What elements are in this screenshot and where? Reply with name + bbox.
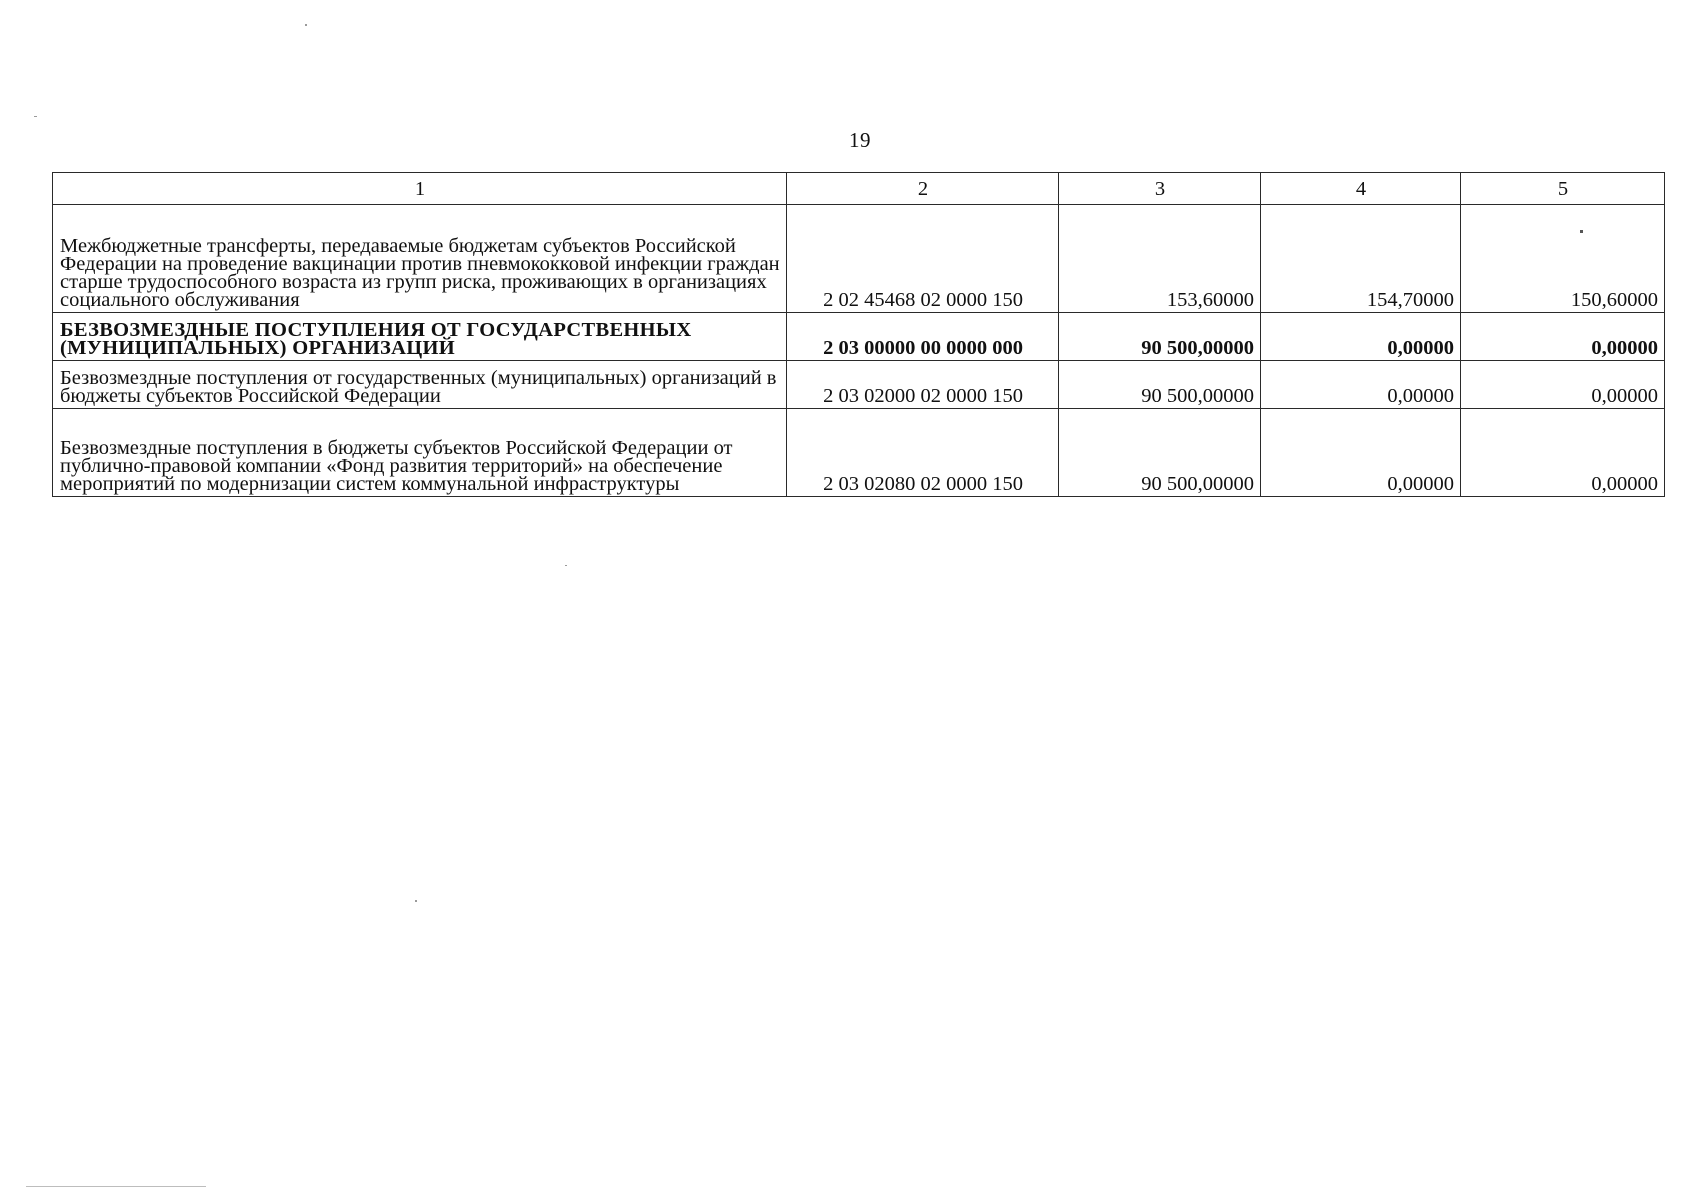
table-row: [53, 361, 1665, 409]
column-number-header-row: [53, 173, 1665, 205]
row-value-col4: 0,00000: [1261, 361, 1461, 409]
column-header-5: 5: [1461, 173, 1665, 205]
page-number: 19: [849, 128, 871, 152]
row-value-col4: 0,00000: [1261, 313, 1461, 361]
row-code: 2 03 00000 00 0000 000: [787, 313, 1059, 361]
row-value-col3: 90 500,00000: [1059, 361, 1261, 409]
row-value-col5: 150,60000: [1461, 205, 1665, 313]
table-row: [53, 205, 1665, 313]
column-header-2: 2: [787, 173, 1059, 205]
row-code: 2 03 02000 02 0000 150: [787, 361, 1059, 409]
row-name: Межбюджетные трансферты, передаваемые бюджетам субъектов Российской Федерации на проведение вакцинации против пневмококковой инфекции граждан старше трудоспособного возраста из групп риска, проживающих в организациях социального обслуживания: [53, 205, 787, 313]
column-header-1: 1: [53, 173, 787, 205]
column-header-4: 4: [1261, 173, 1461, 205]
scan-speck: [1580, 230, 1583, 233]
row-name: Безвозмездные поступления от государственных (муниципальных) организаций в бюджеты субъектов Российской Федерации: [53, 361, 787, 409]
row-value-col4: 154,70000: [1261, 205, 1461, 313]
scan-speck: [415, 900, 417, 902]
scan-speck: [305, 24, 307, 26]
row-value-col4: 0,00000: [1261, 409, 1461, 497]
row-name: Безвозмездные поступления в бюджеты субъектов Российской Федерации от публично-правовой компании «Фонд развития территорий» на обеспечение мероприятий по модернизации систем коммунальной инфраструктуры: [53, 409, 787, 497]
row-value-col3: 153,60000: [1059, 205, 1261, 313]
row-code: 2 02 45468 02 0000 150: [787, 205, 1059, 313]
column-header-3: 3: [1059, 173, 1261, 205]
row-value-col3: 90 500,00000: [1059, 409, 1261, 497]
row-name: БЕЗВОЗМЕЗДНЫЕ ПОСТУПЛЕНИЯ ОТ ГОСУДАРСТВЕННЫХ (МУНИЦИПАЛЬНЫХ) ОРГАНИЗАЦИЙ: [53, 313, 787, 361]
scan-speck: [34, 116, 37, 117]
scan-speck: [565, 565, 567, 566]
row-value-col3: 90 500,00000: [1059, 313, 1261, 361]
row-code: 2 03 02080 02 0000 150: [787, 409, 1059, 497]
scan-edge-line: [26, 1186, 206, 1187]
table-row-section-total: [53, 313, 1665, 361]
row-value-col5: 0,00000: [1461, 409, 1665, 497]
table-row: [53, 409, 1665, 497]
row-value-col5: 0,00000: [1461, 361, 1665, 409]
row-value-col5: 0,00000: [1461, 313, 1665, 361]
revenue-table: [52, 172, 1665, 497]
